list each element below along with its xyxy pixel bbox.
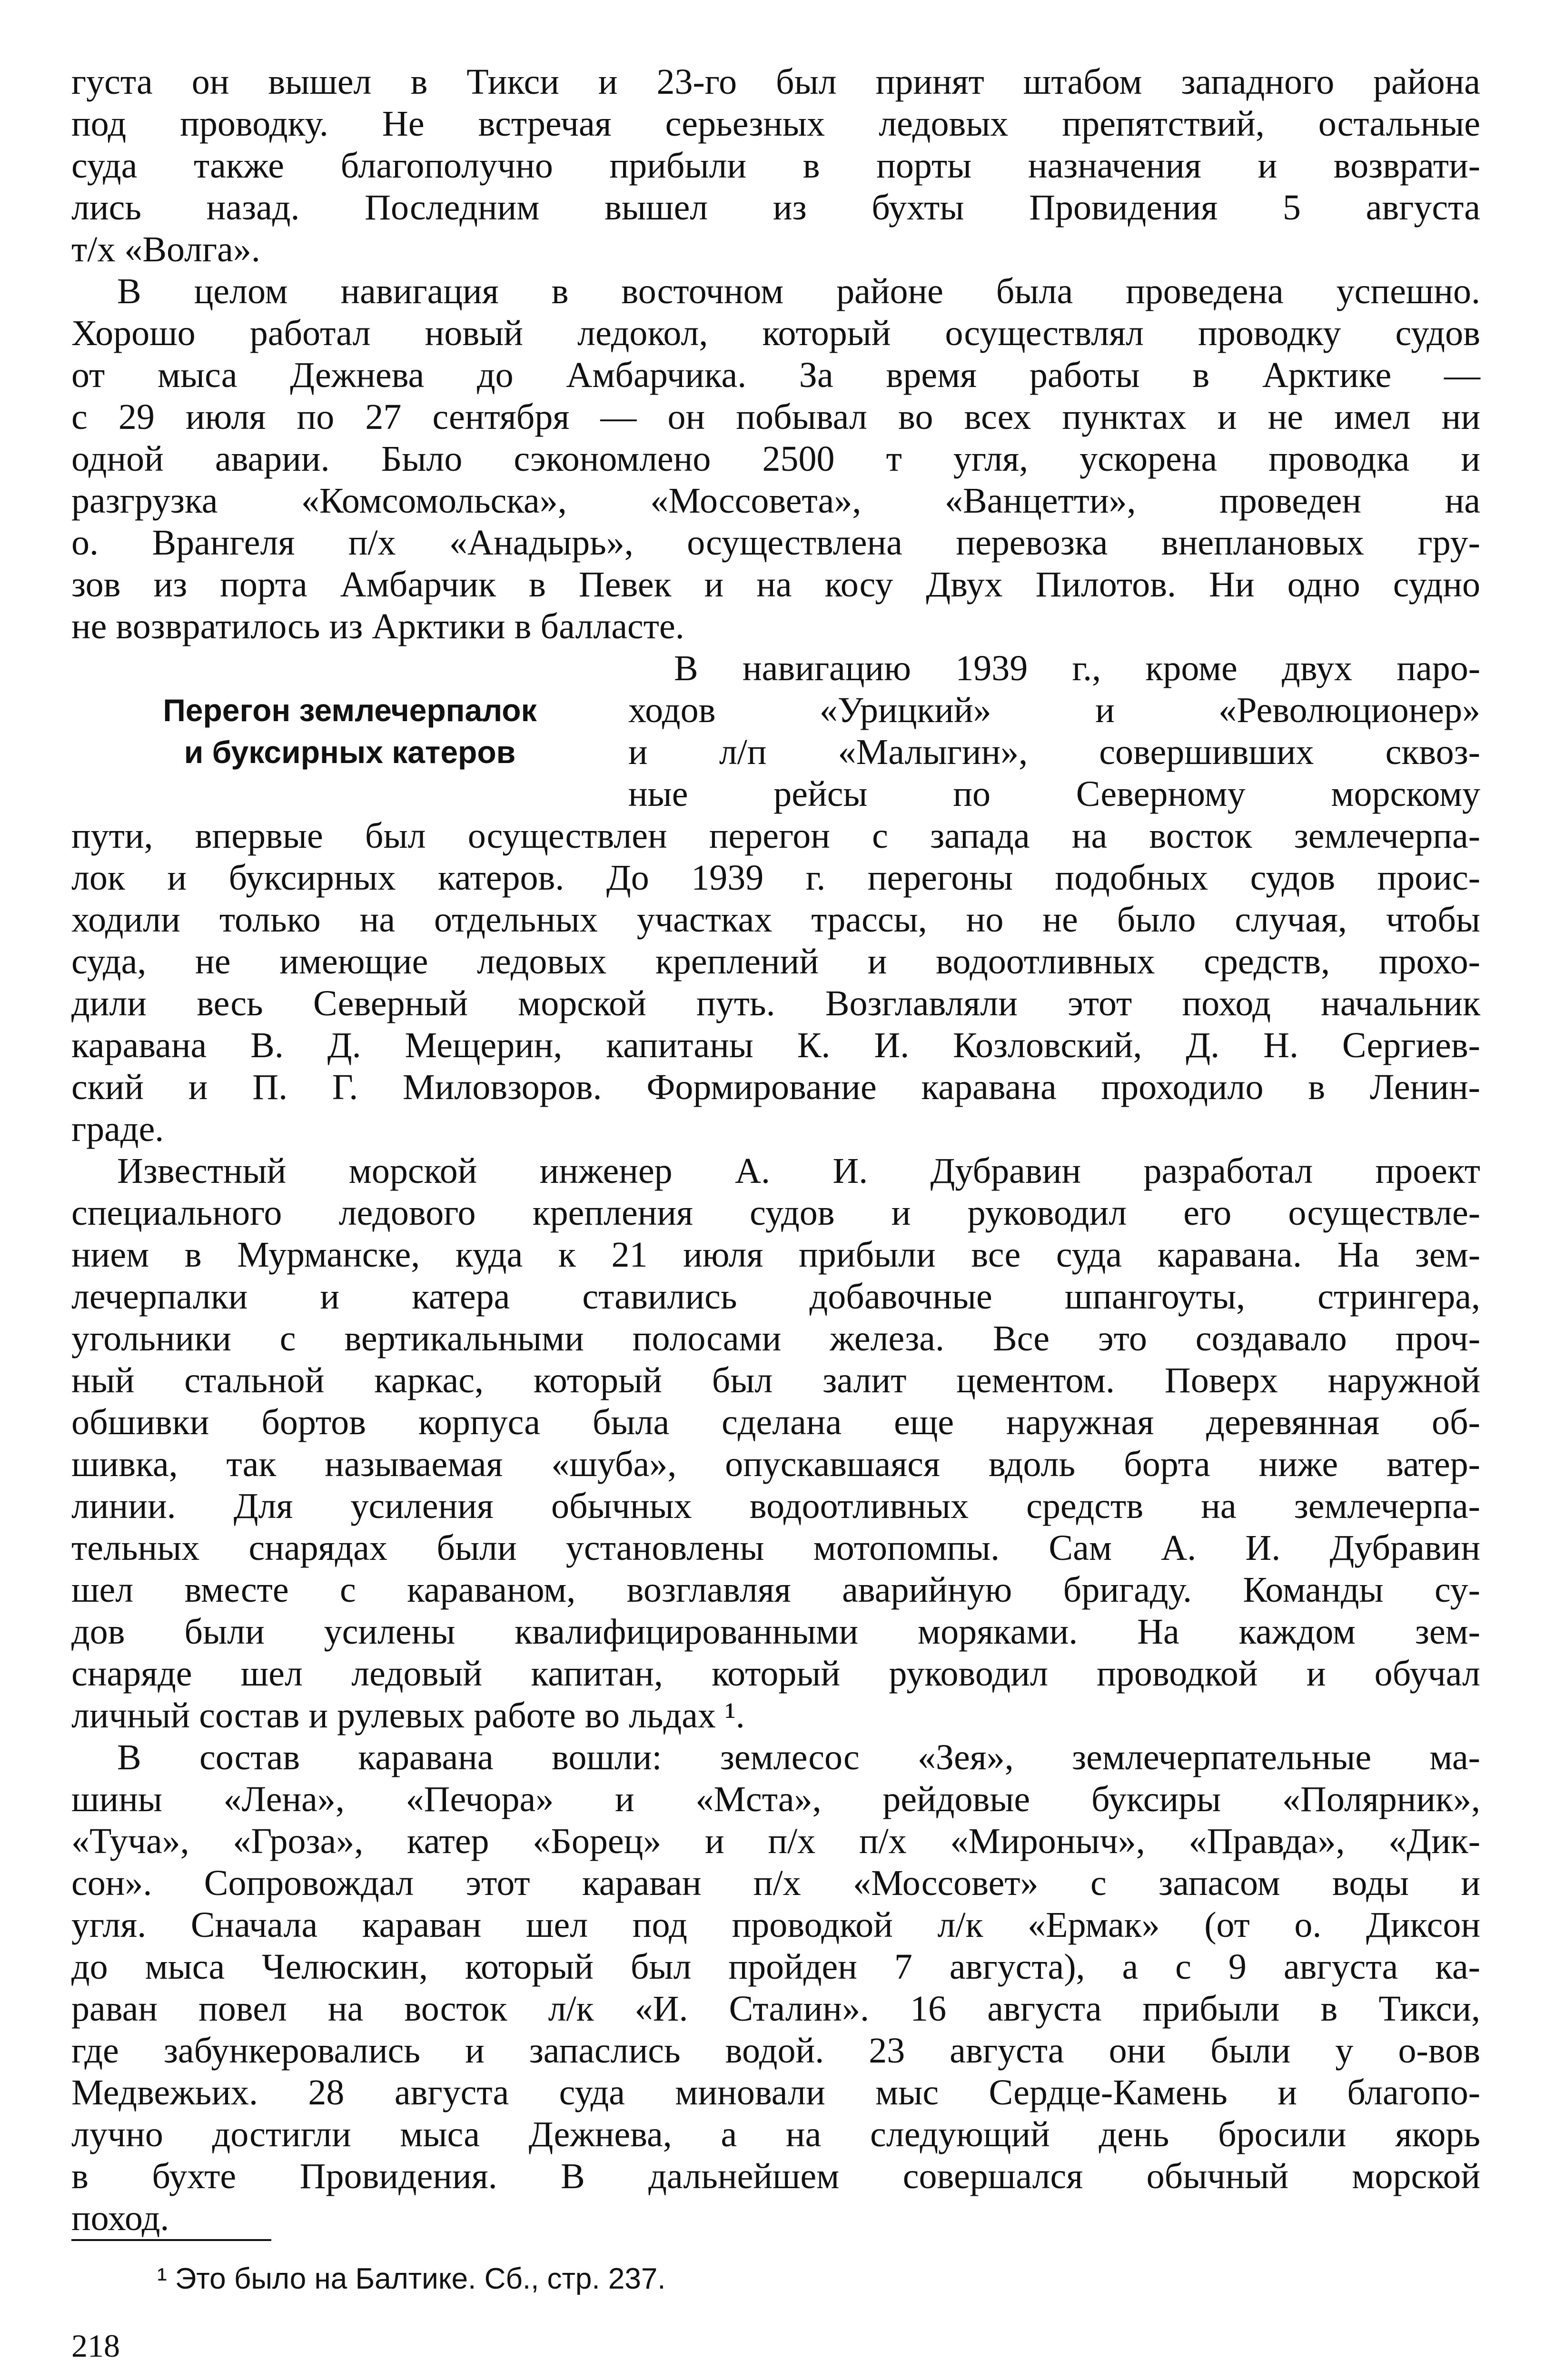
text-line: угольники с вертикальными полосами железа. Все это создавало проч- xyxy=(71,1319,1480,1359)
text-line: угля. Сначала караван шел под проводкой л/к «Ермак» (от о. Диксон xyxy=(71,1905,1480,1945)
page-body xyxy=(71,0,1480,2239)
text-line: шел вместе с караваном, возглавляя аварийную бригаду. Команды су- xyxy=(71,1570,1480,1610)
text-line: «Туча», «Гроза», катер «Борец» и п/х п/х «Мироныч», «Правда», «Дик- xyxy=(71,1821,1480,1861)
text-line: В навигацию 1939 г., кроме двух паро- xyxy=(674,648,1480,688)
text-line: лечерпалки и катера ставились добавочные шпангоуты, стрингера, xyxy=(71,1277,1480,1317)
text-line: В состав каравана вошли: землесос «Зея», землечерпательные ма- xyxy=(117,1737,1480,1777)
text-line: и л/п «Малыгин», совершивших сквоз- xyxy=(628,732,1480,772)
text-line: раван повел на восток л/к «И. Сталин». 16 августа прибыли в Тикси, xyxy=(71,1989,1480,2029)
text-line: каравана В. Д. Мещерин, капитаны К. И. Козловский, Д. Н. Сергиев- xyxy=(71,1025,1480,1065)
footnote-rule xyxy=(71,2239,271,2241)
text-line: Медвежьих. 28 августа суда миновали мыс Сердце-Камень и благопо- xyxy=(71,2073,1480,2112)
text-line: поход. xyxy=(71,2198,169,2238)
text-line: обшивки бортов корпуса была сделана еще наружная деревянная об- xyxy=(71,1402,1480,1442)
text-line: шины «Лена», «Печора» и «Мста», рейдовые буксиры «Полярник», xyxy=(71,1779,1480,1819)
text-line: ходили только на отдельных участках трассы, но не было случая, чтобы xyxy=(71,900,1480,940)
text-line: линии. Для усиления обычных водоотливных средств на землечерпа- xyxy=(71,1486,1480,1526)
text-line: суда также благополучно прибыли в порты назначения и возврати- xyxy=(71,146,1480,186)
text-line: сон». Сопровождал этот караван п/х «Моссовет» с запасом воды и xyxy=(71,1863,1480,1903)
text-line: шивка, так называемая «шуба», опускавшаяся вдоль борта ниже ватер- xyxy=(71,1444,1480,1484)
footnote: ¹ Это было на Балтике. Сб., стр. 237. xyxy=(157,2262,666,2295)
text-line: с 29 июля по 27 сентября — он побывал во всех пунктах и не имел ни xyxy=(71,397,1480,437)
text-line: одной аварии. Было сэкономлено 2500 т угля, ускорена проводка и xyxy=(71,439,1480,479)
paragraph-3-side xyxy=(628,647,1480,815)
text-line: до мыса Челюскин, который был пройден 7 августа), а с 9 августа ка- xyxy=(71,1947,1480,1987)
paragraph-5 xyxy=(71,1736,1480,2239)
text-line: т/х «Волга». xyxy=(71,229,260,269)
side-heading-block xyxy=(71,647,1480,815)
text-line: граде. xyxy=(71,1109,164,1149)
text-line: под проводку. Не встречая серьезных ледовых препятствий, остальные xyxy=(71,104,1480,144)
text-line: суда, не имеющие ледовых креплений и водоотливных средств, прохо- xyxy=(71,942,1480,982)
text-line: лучно достигли мыса Дежнева, а на следующий день бросили якорь xyxy=(71,2114,1480,2154)
paragraph-3 xyxy=(71,815,1480,1150)
text-line: ный стальной каркас, который был залит цементом. Поверх наружной xyxy=(71,1360,1480,1400)
text-line: ные рейсы по Северному морскому xyxy=(628,774,1480,814)
page-number: 218 xyxy=(71,2328,120,2364)
text-line: В целом навигация в восточном районе была проведена успешно. xyxy=(117,271,1480,311)
text-line: специального ледового крепления судов и руководил его осуществле- xyxy=(71,1193,1480,1233)
text-line: густа он вышел в Тикси и 23-го был принят штабом западного района xyxy=(71,62,1480,102)
text-line: Известный морской инженер А. И. Дубравин разработал проект xyxy=(117,1151,1480,1191)
section-heading xyxy=(71,647,628,815)
text-line: дов были усилены квалифицированными моряками. На каждом зем- xyxy=(71,1612,1480,1652)
text-line: Хорошо работал новый ледокол, который осуществлял проводку судов xyxy=(71,313,1480,353)
section-heading-line: Перегон землечерпалок xyxy=(163,693,537,728)
text-line: разгрузка «Комсомольска», «Моссовета», «Ванцетти», проведен на xyxy=(71,481,1480,521)
text-line: от мыса Дежнева до Амбарчика. За время работы в Арктике — xyxy=(71,355,1480,395)
text-line: ский и П. Г. Миловзоров. Формирование каравана проходило в Ленин- xyxy=(71,1067,1480,1107)
section-heading-line: и буксирных катеров xyxy=(184,734,516,770)
text-line: зов из порта Амбарчик в Певек и на косу Двух Пилотов. Ни одно судно xyxy=(71,565,1480,605)
text-line: в бухте Провидения. В дальнейшем совершался обычный морской xyxy=(71,2156,1480,2196)
paragraph-1 xyxy=(71,61,1480,270)
text-line: личный состав и рулевых работе во льдах ¹. xyxy=(71,1696,745,1735)
text-line: ходов «Урицкий» и «Революционер» xyxy=(628,690,1480,730)
text-line: тельных снарядах были установлены мотопомпы. Сам А. И. Дубравин xyxy=(71,1528,1480,1568)
text-line: снаряде шел ледовый капитан, который руководил проводкой и обучал xyxy=(71,1654,1480,1694)
text-line: где забункеровались и запаслись водой. 23 августа они были у о-вов xyxy=(71,2031,1480,2071)
text-line: о. Врангеля п/х «Анадырь», осуществлена перевозка внеплановых гру- xyxy=(71,523,1480,563)
paragraph-2 xyxy=(71,270,1480,647)
text-line: нием в Мурманске, куда к 21 июля прибыли все суда каравана. На зем- xyxy=(71,1235,1480,1275)
text-line: дили весь Северный морской путь. Возглавляли этот поход начальник xyxy=(71,983,1480,1023)
text-line: лись назад. Последним вышел из бухты Провидения 5 августа xyxy=(71,188,1480,228)
text-line: не возвратилось из Арктики в балласте. xyxy=(71,606,684,646)
text-line: лок и буксирных катеров. До 1939 г. перегоны подобных судов проис- xyxy=(71,858,1480,898)
text-line: пути, впервые был осуществлен перегон с запада на восток землечерпа- xyxy=(71,816,1480,856)
paragraph-4 xyxy=(71,1150,1480,1736)
